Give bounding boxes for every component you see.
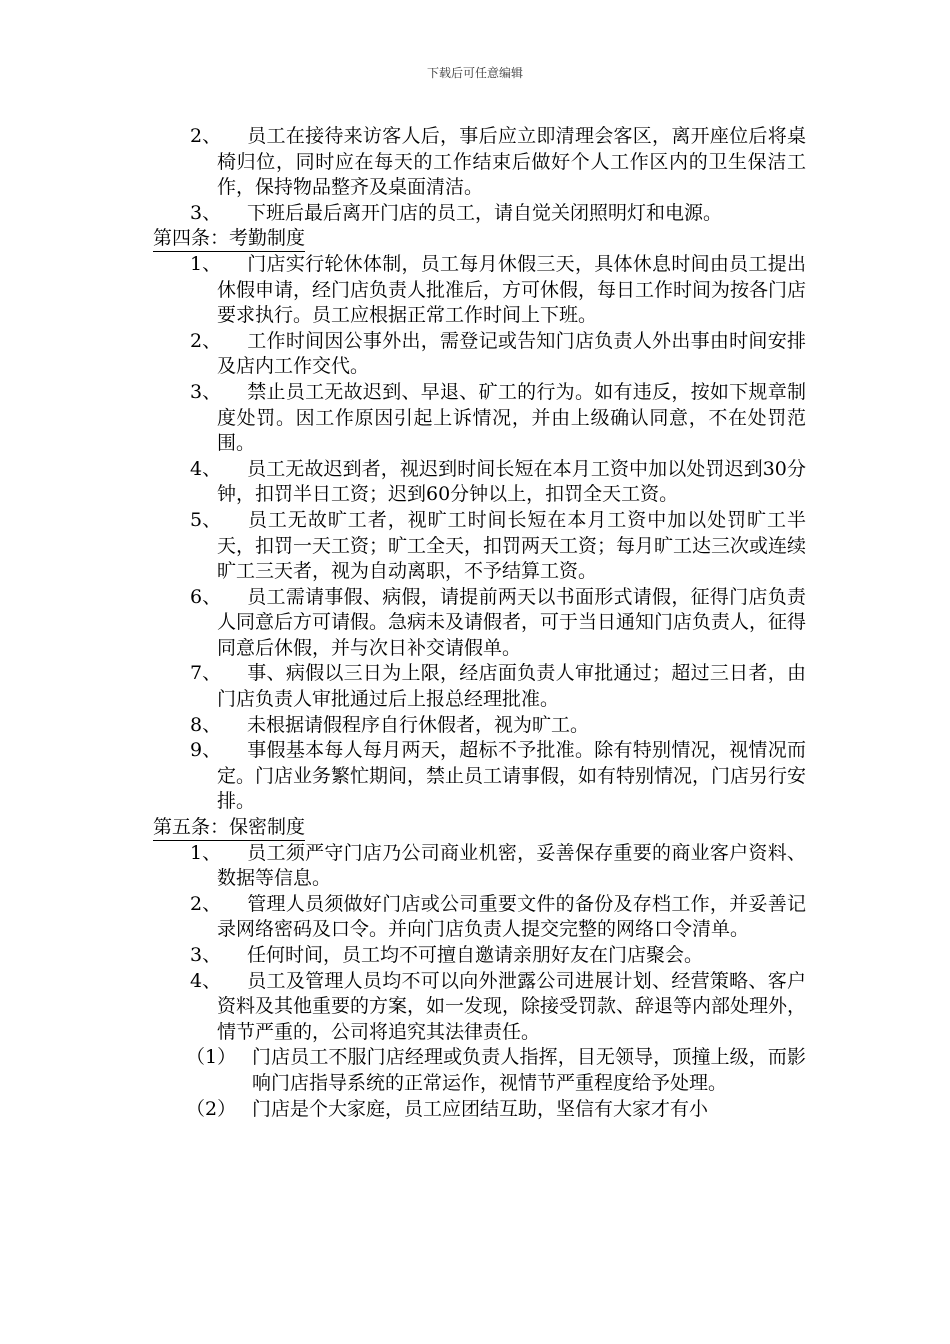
item-text: 禁止员工无故迟到、早退、矿工的行为。如有违反，按如下规章制度处罚。因工作原因引起上诉情况，并由上级确认同意，不在处罚范围。 (217, 380, 806, 455)
item-text: 下班后最后离开门店的员工，请自觉关闭照明灯和电源。 (247, 201, 723, 224)
item-text: 员工无故旷工者，视旷工时间长短在本月工资中加以处罚旷工半天，扣罚一天工资；旷工全天，扣罚两天工资；每月旷工达三次或连续旷工三天者，视为自动离职，不予结算工资。 (217, 508, 807, 583)
sub-item-text: 门店员工不服门店经理或负责人指挥，目无领导，顶撞上级，而影响门店指导系统的正常运作，视情节严重程度给予处理。 (252, 1046, 806, 1094)
item-text: 员工须严守门店乃公司商业机密，妥善保存重要的商业客户资料、数据等信息。 (217, 841, 806, 890)
item-number: 3、 (190, 944, 222, 966)
list-item (190, 380, 806, 457)
item-text: 员工需请事假、病假，请提前两天以书面形式请假，征得门店负责人同意后方可请假。急病未及请假者，可于当日通知门店负责人，征得同意后休假，并与次日补交请假单。 (217, 585, 807, 659)
list-item (190, 585, 807, 662)
list-item (190, 943, 806, 969)
item-number: 2、 (190, 125, 222, 147)
list-item (190, 841, 806, 892)
item-text: 事假基本每人每月两天，超标不予批准。除有特别情况，视情况而定。门店业务繁忙期间，禁止员工请事假，如有特别情况，门店另行安排。 (217, 739, 807, 813)
item-number: 3、 (190, 201, 222, 224)
item-number: 3、 (190, 380, 222, 403)
sub-item-text: 门店是个大家庭，员工应团结互助，坚信有大家才有小 (252, 1097, 709, 1120)
sub-list-item (186, 1097, 806, 1123)
item-number: 7、 (190, 662, 222, 685)
item-text: 管理人员须做好门店或公司重要文件的备份及存档工作，并妥善记录网络密码及口令。并向门店负责人提交完整的网络口令清单。 (217, 892, 806, 941)
list-item (190, 713, 806, 739)
list-item (190, 329, 806, 380)
item-text: 门店实行轮休体制，员工每月休假三天，具体休息时间由员工提出休假申请，经门店负责人批准后，方可休假，每日工作时间为按各门店要求执行。员工应根据正常工作时间上下班。 (217, 252, 807, 327)
document-body (0, 124, 950, 1122)
item-text: 员工无故迟到者，视迟到时间长短在本月工资中加以处罚迟到30分钟，扣罚半日工资；迟到60分钟以上，扣罚全天工资。 (217, 457, 806, 506)
list-item (190, 252, 807, 329)
sub-item-number: （1） (186, 1046, 237, 1069)
section-heading: 第四条：考勤制度 (153, 227, 305, 252)
item-text: 任何时间，员工均不可擅自邀请亲朋好友在门店聚会。 (247, 944, 704, 966)
list-item (190, 738, 807, 815)
list-item (190, 508, 807, 585)
item-text: 员工及管理人员均不可以向外泄露公司进展计划、经营策略、客户资料及其他重要的方案，如一发现，除接受罚款、辞退等内部处理外，情节严重的，公司将追究其法律责任。 (217, 969, 807, 1043)
section-heading: 第五条：保密制度 (153, 816, 305, 841)
sub-list-item (186, 1045, 806, 1096)
item-number: 4、 (190, 457, 222, 480)
list-item (190, 892, 806, 943)
item-number: 8、 (190, 713, 222, 736)
item-number: 2、 (190, 892, 222, 915)
item-number: 6、 (190, 585, 222, 608)
page-header: 下载后可任意编辑 (426, 66, 523, 80)
list-item (190, 661, 806, 712)
item-number: 4、 (190, 969, 222, 992)
item-text: 未根据请假程序自行休假者，视为旷工。 (247, 713, 590, 736)
list-item (190, 969, 807, 1046)
item-number: 5、 (190, 508, 222, 531)
item-text: 员工在接待来访客人后，事后应立即清理会客区，离开座位后将桌椅归位，同时应在每天的工作结束后做好个人工作区内的卫生保洁工作，保持物品整齐及桌面清洁。 (217, 125, 806, 199)
item-number: 9、 (190, 739, 222, 762)
item-text: 工作时间因公事外出，需登记或告知门店负责人外出事由时间安排及店内工作交代。 (217, 329, 806, 378)
item-number: 1、 (190, 841, 222, 864)
item-text: 事、病假以三日为上限，经店面负责人审批通过；超过三日者，由门店负责人审批通过后上报总经理批准。 (217, 662, 806, 711)
list-item (190, 201, 806, 227)
item-number: 1、 (190, 252, 222, 275)
sub-item-number: （2） (186, 1097, 237, 1120)
item-number: 2、 (190, 329, 222, 352)
list-item (190, 457, 806, 508)
list-item (190, 124, 806, 201)
